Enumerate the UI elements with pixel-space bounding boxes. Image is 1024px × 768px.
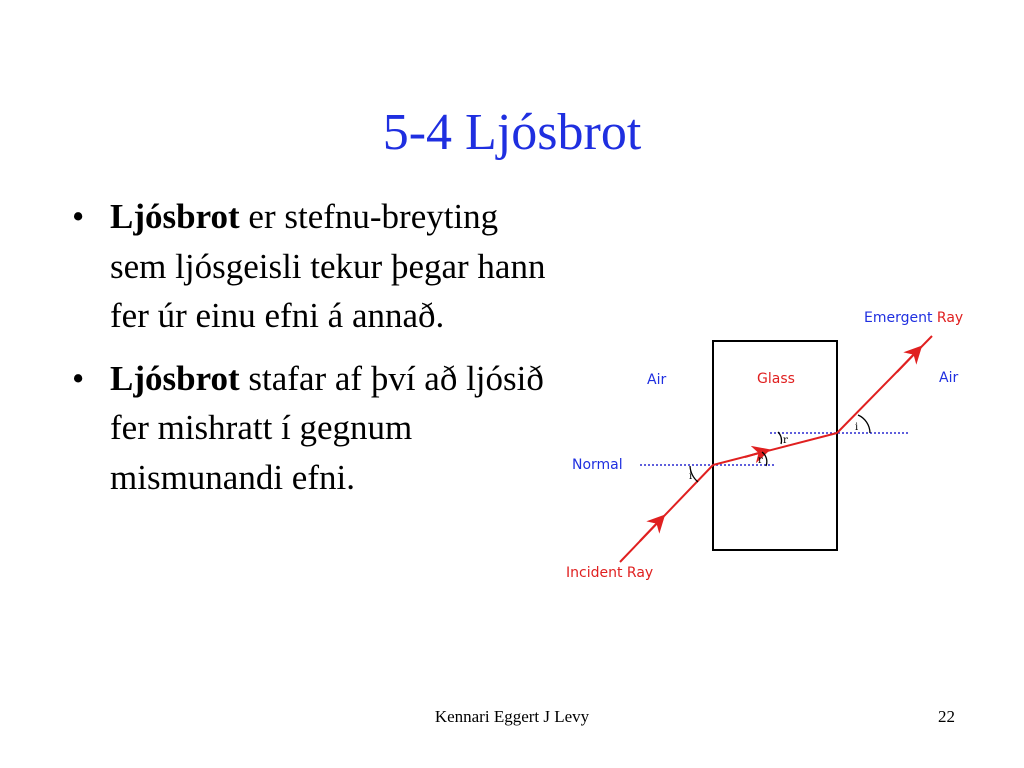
bullet-text: er stefnu-breyting sem ljósgeisli tekur þegar hann fer úr einu efni á annað. [110, 197, 546, 335]
slide-title: 5-4 Ljósbrot [382, 104, 642, 161]
emergent-label-text: Emergent [864, 310, 937, 326]
emergent-ray-arrow [897, 352, 916, 372]
footer-author: Kennari Eggert J Levy [434, 707, 590, 726]
angle-label-i-right: i [855, 422, 859, 433]
emergent-ray [837, 336, 932, 433]
bullet-item-2 [72, 354, 552, 503]
incident-ray-arrow [640, 521, 659, 541]
angle-arc-r-right [778, 432, 782, 444]
angle-label-r-inner-right: r [783, 435, 788, 446]
normal-label: Normal [572, 457, 623, 473]
air-right-label: Air [939, 370, 959, 386]
angle-label-r-inner-left: r [758, 455, 763, 466]
bullet-term: Ljósbrot [110, 358, 240, 398]
incident-label: Incident Ray [566, 565, 654, 581]
bullet-list [72, 192, 552, 515]
glass-label: Glass [757, 371, 795, 387]
refraction-diagram [556, 296, 996, 596]
emergent-label [864, 310, 963, 326]
emergent-label-ray-word: Ray [936, 310, 964, 326]
bullet-marker: • [72, 358, 85, 398]
incident-ray [620, 465, 713, 562]
angle-arc-i-right [858, 415, 870, 433]
bullet-marker: • [72, 197, 85, 236]
refracted-ray [713, 433, 837, 465]
bullet-item-1 [72, 192, 552, 341]
footer-page-number: 22 [938, 707, 955, 726]
air-left-label: Air [647, 372, 667, 388]
bullet-text: stafar af því að ljósið fer mishratt í gegnum mismunandi efni. [110, 358, 544, 497]
bullet-term: Ljósbrot [110, 197, 240, 236]
angle-label-i-left: i [689, 471, 693, 482]
